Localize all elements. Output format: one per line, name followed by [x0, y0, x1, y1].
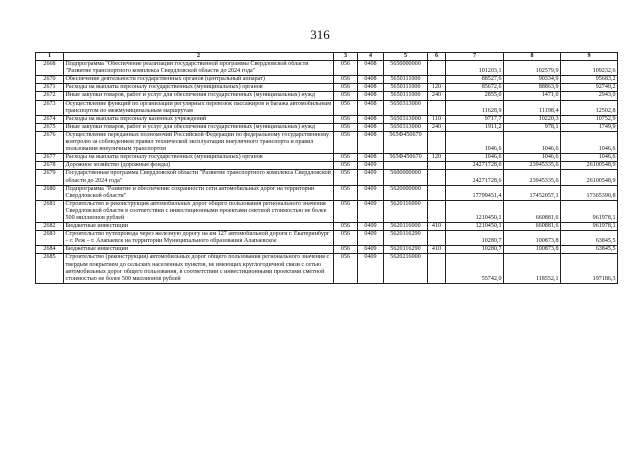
- header-cell: 5: [384, 53, 428, 61]
- amount-year2-cell: 1046,6: [504, 131, 561, 153]
- table-row: [36, 76, 618, 84]
- table-row: [36, 185, 618, 200]
- amount-year2-cell: 660881,6: [504, 223, 561, 231]
- item-name-cell: Государственная программа Свердловской области "Развитие транспортного комплекса Свердловской области до 2024 года": [64, 170, 334, 185]
- amount-year2-cell: 1471,0: [504, 92, 561, 100]
- ministry-code-cell: 056: [334, 231, 358, 246]
- row-number-cell: 2679: [36, 170, 64, 185]
- amount-year3-cell: 2943,0: [561, 92, 618, 100]
- ministry-code-cell: 056: [334, 123, 358, 131]
- ministry-code-cell: 056: [334, 92, 358, 100]
- amount-year2-cell: 90334,9: [504, 76, 561, 84]
- ministry-code-cell: 056: [334, 254, 358, 283]
- item-name-cell: Расходы на выплаты персоналу государственных (муниципальных) органов: [64, 84, 334, 92]
- header-cell: 2: [64, 53, 334, 61]
- expense-type-cell: [428, 131, 446, 153]
- ministry-code-cell: 056: [334, 115, 358, 123]
- header-row: [36, 53, 618, 61]
- amount-year3-cell: 92740,2: [561, 84, 618, 92]
- item-name-cell: Строительство путепровода через железную дорогу на км 127 автомобильной дороги г. Екатеринбург – г. Реж – г. Алапаевск на территории Муниципального образования Алапаевское: [64, 231, 334, 246]
- table-row: [36, 84, 618, 92]
- section-code-cell: 0409: [358, 223, 384, 231]
- table-row: [36, 61, 618, 76]
- item-name-cell: Строительство (реконструкция) автомобильных дорог общего пользования регионального значения с твердым покрытием до сельских населенных пунктов, не имеющих круглогодичной связи с сетью автомобильных дорог общего пользования, в соответствии с инвестиционными проектами сметной стоимостью не более 500 миллионов рублей: [64, 254, 334, 283]
- amount-year2-cell: 11198,4: [504, 100, 561, 115]
- table-row: [36, 115, 618, 123]
- amount-year3-cell: 1749,9: [561, 123, 618, 131]
- amount-year3-cell: 197186,3: [561, 254, 618, 283]
- section-code-cell: 0409: [358, 170, 384, 185]
- amount-year1-cell: 101203,1: [446, 61, 504, 76]
- section-code-cell: 0408: [358, 115, 384, 123]
- table-row: [36, 231, 618, 246]
- row-number-cell: 2671: [36, 84, 64, 92]
- amount-year1-cell: 10280,7: [446, 246, 504, 254]
- row-number-cell: 2685: [36, 254, 64, 283]
- header-cell: 1: [36, 53, 64, 61]
- row-number-cell: 2680: [36, 185, 64, 200]
- amount-year2-cell: 660881,6: [504, 200, 561, 222]
- amount-year1-cell: 11628,9: [446, 100, 504, 115]
- item-name-cell: Осуществление функций по организации регулярных перевозок пассажиров и багажа автомобильным транспортом по межмуниципальным маршрутам: [64, 100, 334, 115]
- table-row: [36, 154, 618, 162]
- header-cell: 3: [334, 53, 358, 61]
- section-code-cell: 0409: [358, 185, 384, 200]
- ministry-code-cell: 056: [334, 162, 358, 170]
- item-name-cell: Бюджетные инвестиции: [64, 246, 334, 254]
- row-number-cell: 2676: [36, 131, 64, 153]
- target-article-cell: 5650111000: [384, 92, 428, 100]
- section-code-cell: 0409: [358, 200, 384, 222]
- table-row: [36, 246, 618, 254]
- row-number-cell: 2668: [36, 61, 64, 76]
- table-row: [36, 100, 618, 115]
- target-article-cell: 5650111000: [384, 76, 428, 84]
- item-name-cell: Строительство и реконструкция автомобильных дорог общего пользования регионального значения Свердловской области в соответствии с инвестиционными проектами сметной стоимостью не более 500 миллионов рублей: [64, 200, 334, 222]
- expense-type-cell: 410: [428, 223, 446, 231]
- section-code-cell: 0408: [358, 123, 384, 131]
- amount-year2-cell: 88863,9: [504, 84, 561, 92]
- amount-year1-cell: 1046,6: [446, 131, 504, 153]
- amount-year2-cell: 23945335,6: [504, 170, 561, 185]
- target-article-cell: 5650000000: [384, 61, 428, 76]
- target-article-cell: 565Ф450670: [384, 154, 428, 162]
- section-code-cell: 0408: [358, 76, 384, 84]
- target-article-cell: 565Ф450670: [384, 131, 428, 153]
- amount-year2-cell: 102579,9: [504, 61, 561, 76]
- row-number-cell: 2673: [36, 100, 64, 115]
- page-number: 316: [310, 27, 330, 42]
- amount-year1-cell: 24271728,6: [446, 170, 504, 185]
- ministry-code-cell: 056: [334, 185, 358, 200]
- target-article-cell: 5620216000: [384, 254, 428, 283]
- expense-type-cell: [428, 61, 446, 76]
- amount-year1-cell: 2855,0: [446, 92, 504, 100]
- target-article-cell: 5620116000: [384, 223, 428, 231]
- amount-year1-cell: 17799451,4: [446, 185, 504, 200]
- ministry-code-cell: 056: [334, 84, 358, 92]
- ministry-code-cell: 056: [334, 76, 358, 84]
- expense-type-cell: [428, 185, 446, 200]
- amount-year2-cell: 1046,6: [504, 154, 561, 162]
- header-cell: 7: [446, 53, 504, 61]
- expense-type-cell: [428, 231, 446, 246]
- item-name-cell: Расходы на выплаты персоналу казенных учреждений: [64, 115, 334, 123]
- item-name-cell: Обеспечение деятельности государственных органов (центральный аппарат): [64, 76, 334, 84]
- table-row: [36, 123, 618, 131]
- row-number-cell: 2682: [36, 223, 64, 231]
- section-code-cell: 0408: [358, 131, 384, 153]
- expense-type-cell: 240: [428, 92, 446, 100]
- amount-year3-cell: 63845,5: [561, 231, 618, 246]
- amount-year1-cell: 1911,2: [446, 123, 504, 131]
- section-code-cell: 0408: [358, 92, 384, 100]
- ministry-code-cell: 056: [334, 200, 358, 222]
- item-name-cell: Иные закупки товаров, работ и услуг для обеспечения государственных (муниципальных) нужд: [64, 123, 334, 131]
- row-number-cell: 2675: [36, 123, 64, 131]
- expense-type-cell: 240: [428, 123, 446, 131]
- row-number-cell: 2674: [36, 115, 64, 123]
- row-number-cell: 2681: [36, 200, 64, 222]
- amount-year3-cell: 961978,1: [561, 223, 618, 231]
- expense-type-cell: 120: [428, 154, 446, 162]
- section-code-cell: 0408: [358, 154, 384, 162]
- row-number-cell: 2670: [36, 76, 64, 84]
- amount-year1-cell: 1046,6: [446, 154, 504, 162]
- ministry-code-cell: 056: [334, 131, 358, 153]
- amount-year2-cell: 978,1: [504, 123, 561, 131]
- table-row: [36, 162, 618, 170]
- ministry-code-cell: 056: [334, 100, 358, 115]
- amount-year2-cell: 100873,8: [504, 246, 561, 254]
- row-number-cell: 2678: [36, 162, 64, 170]
- target-article-cell: 5600000000: [384, 170, 428, 185]
- table-row: [36, 131, 618, 153]
- table-row: [36, 92, 618, 100]
- expense-type-cell: [428, 200, 446, 222]
- section-code-cell: 0408: [358, 61, 384, 76]
- item-name-cell: Подпрограмма "Развитие и обеспечение сохранности сети автомобильных дорог на территории Свердловской области": [64, 185, 334, 200]
- target-article-cell: 5620116290: [384, 246, 428, 254]
- target-article-cell: 5620116290: [384, 231, 428, 246]
- section-code-cell: 0409: [358, 231, 384, 246]
- header-cell: 8: [504, 53, 561, 61]
- amount-year2-cell: 17452057,1: [504, 185, 561, 200]
- row-number-cell: 2677: [36, 154, 64, 162]
- target-article-cell: 5650313000: [384, 123, 428, 131]
- table-row: [36, 223, 618, 231]
- ministry-code-cell: 056: [334, 61, 358, 76]
- item-name-cell: Дорожное хозяйство (дорожные фонды): [64, 162, 334, 170]
- expense-type-cell: [428, 162, 446, 170]
- amount-year1-cell: 9717,7: [446, 115, 504, 123]
- expense-type-cell: 110: [428, 115, 446, 123]
- amount-year2-cell: 118552,1: [504, 254, 561, 283]
- section-code-cell: 0409: [358, 254, 384, 283]
- target-article-cell: 5620000000: [384, 185, 428, 200]
- item-name-cell: Иные закупки товаров, работ и услуг для обеспечения государственных (муниципальных) нужд: [64, 92, 334, 100]
- target-article-cell: 5650313000: [384, 100, 428, 115]
- amount-year2-cell: 23945335,6: [504, 162, 561, 170]
- expense-type-cell: 120: [428, 84, 446, 92]
- section-code-cell: 0408: [358, 100, 384, 115]
- expense-type-cell: [428, 100, 446, 115]
- amount-year3-cell: 63845,5: [561, 246, 618, 254]
- target-article-cell: 5650313000: [384, 115, 428, 123]
- amount-year1-cell: 85672,6: [446, 84, 504, 92]
- amount-year1-cell: 1210450,1: [446, 223, 504, 231]
- amount-year1-cell: 1210450,1: [446, 200, 504, 222]
- row-number-cell: 2684: [36, 246, 64, 254]
- expense-type-cell: [428, 76, 446, 84]
- section-code-cell: 0409: [358, 246, 384, 254]
- item-name-cell: Расходы на выплаты персоналу государственных (муниципальных) органов: [64, 154, 334, 162]
- amount-year3-cell: 26100548,9: [561, 170, 618, 185]
- table-row: [36, 170, 618, 185]
- amount-year3-cell: 109232,6: [561, 61, 618, 76]
- target-article-cell: [384, 162, 428, 170]
- item-name-cell: Осуществление переданных полномочий Российской Федерации по федеральному государственному контролю за соблюдением правил технической эксплуатации внеуличного транспорта и правил пользования внеуличным транспортом: [64, 131, 334, 153]
- header-cell: 6: [428, 53, 446, 61]
- section-code-cell: 0409: [358, 162, 384, 170]
- amount-year3-cell: 1046,6: [561, 131, 618, 153]
- ministry-code-cell: 056: [334, 223, 358, 231]
- header-cell: 9: [561, 53, 618, 61]
- amount-year3-cell: 961978,1: [561, 200, 618, 222]
- table-row: [36, 200, 618, 222]
- header-cell: 4: [358, 53, 384, 61]
- amount-year3-cell: 10752,9: [561, 115, 618, 123]
- amount-year3-cell: 17365390,8: [561, 185, 618, 200]
- item-name-cell: Бюджетные инвестиции: [64, 223, 334, 231]
- item-name-cell: Подпрограмма "Обеспечение реализации государственной программы Свердловской области "Развитие транспортного комплекса Свердловской области до 2024 года": [64, 61, 334, 76]
- section-code-cell: 0408: [358, 84, 384, 92]
- row-number-cell: 2672: [36, 92, 64, 100]
- ministry-code-cell: 056: [334, 246, 358, 254]
- amount-year1-cell: 88527,6: [446, 76, 504, 84]
- table-row: [36, 254, 618, 283]
- ministry-code-cell: 056: [334, 170, 358, 185]
- amount-year3-cell: 95683,2: [561, 76, 618, 84]
- amount-year1-cell: 55742,0: [446, 254, 504, 283]
- target-article-cell: 5620116000: [384, 200, 428, 222]
- amount-year2-cell: 10220,3: [504, 115, 561, 123]
- ministry-code-cell: 056: [334, 154, 358, 162]
- row-number-cell: 2683: [36, 231, 64, 246]
- amount-year3-cell: 1046,6: [561, 154, 618, 162]
- budget-table: [35, 52, 618, 284]
- target-article-cell: 5650111000: [384, 84, 428, 92]
- amount-year3-cell: 26100548,9: [561, 162, 618, 170]
- amount-year1-cell: 24271728,6: [446, 162, 504, 170]
- amount-year2-cell: 100873,8: [504, 231, 561, 246]
- expense-type-cell: [428, 170, 446, 185]
- expense-type-cell: [428, 254, 446, 283]
- amount-year3-cell: 12502,8: [561, 100, 618, 115]
- amount-year1-cell: 10280,7: [446, 231, 504, 246]
- expense-type-cell: 410: [428, 246, 446, 254]
